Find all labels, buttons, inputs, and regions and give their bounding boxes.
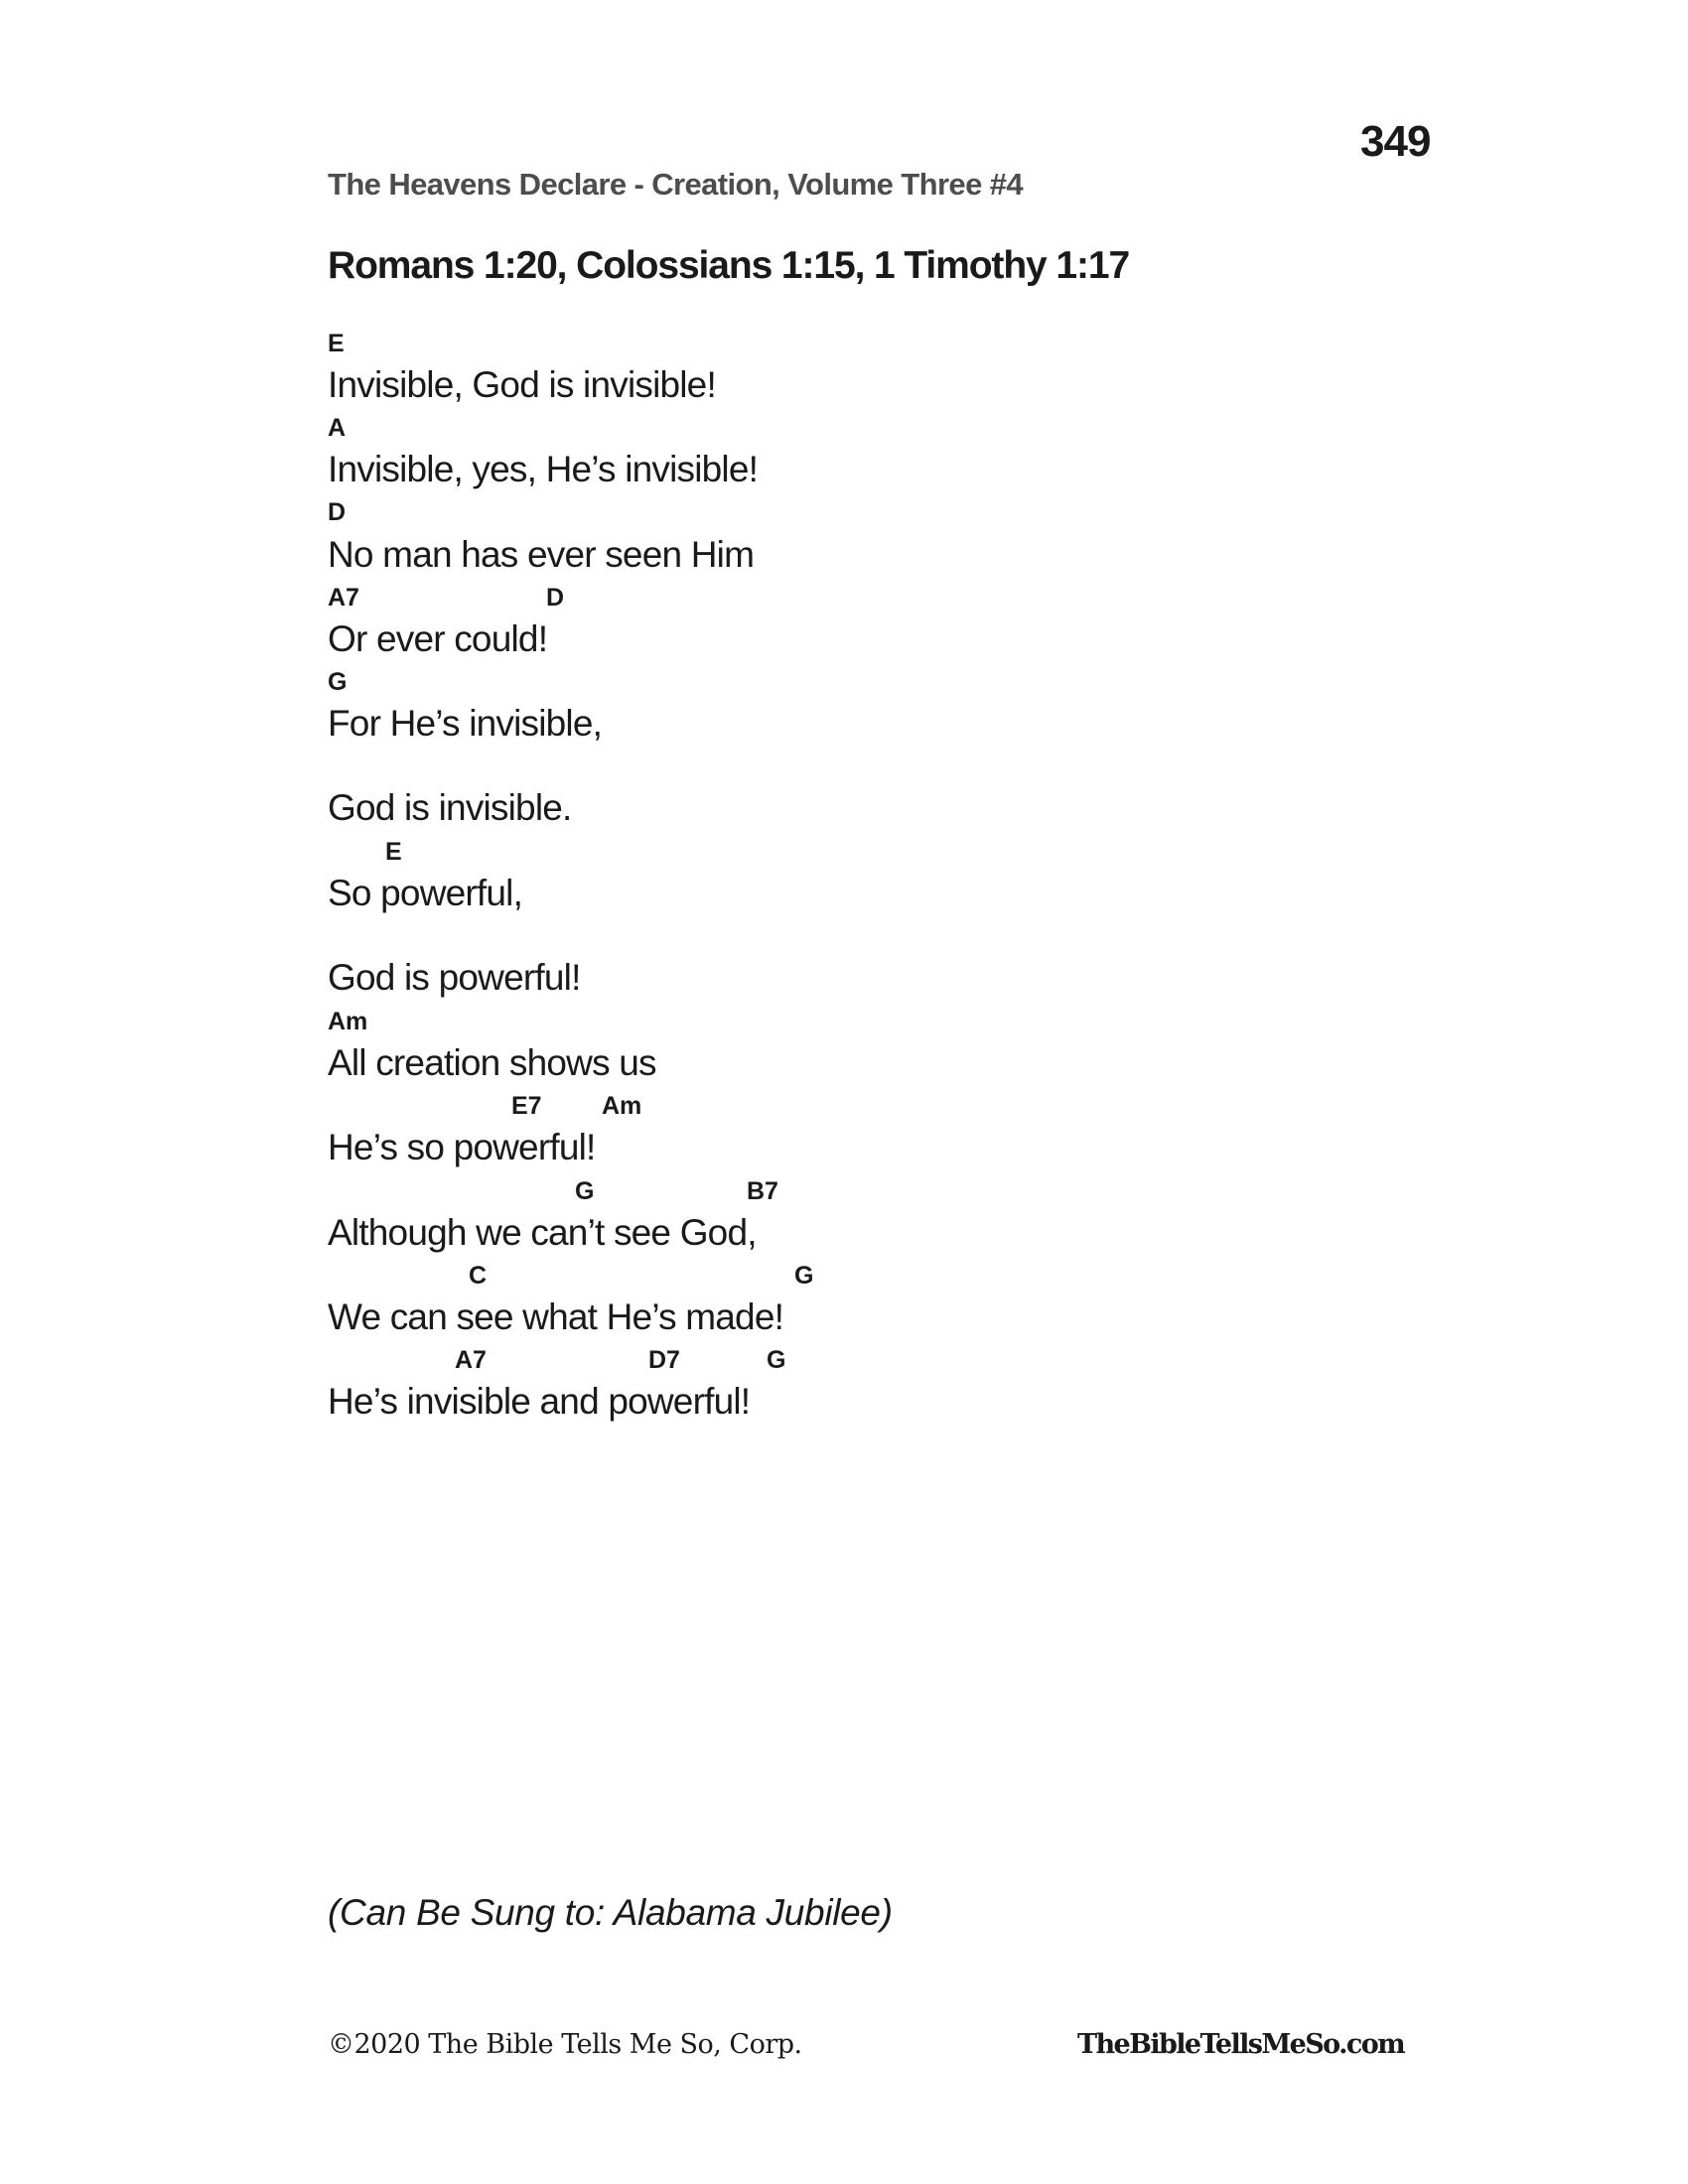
lyric-line: So powerful, <box>328 873 523 913</box>
chord: D <box>546 584 565 612</box>
chord: D <box>328 498 347 526</box>
page-number: 349 <box>1360 117 1431 166</box>
chord: G <box>328 668 348 696</box>
chord: A7 <box>455 1346 487 1374</box>
lyric-line: He’s so powerful! <box>328 1127 596 1167</box>
lyric-line: Although we can’t see God, <box>328 1212 757 1253</box>
lyric-line: He’s invisible and powerful! <box>328 1381 751 1422</box>
lyric-line: For He’s invisible, <box>328 703 603 744</box>
chord: G <box>794 1262 814 1290</box>
scripture-references: Romans 1:20, Colossians 1:15, 1 Timothy 1:17 <box>328 244 1130 287</box>
chord: E7 <box>511 1092 542 1120</box>
chord: E <box>328 330 345 357</box>
lyric-line: Or ever could! <box>328 618 548 659</box>
chord: G <box>767 1346 786 1374</box>
chord: G <box>575 1177 595 1205</box>
chord: Am <box>328 1008 368 1035</box>
chord: A <box>328 414 347 442</box>
lyric-line: God is powerful! <box>328 957 581 998</box>
chord: Am <box>602 1092 642 1120</box>
collection-subtitle: The Heavens Declare - Creation, Volume Three #4 <box>328 167 1023 202</box>
website-link[interactable]: TheBibleTellsMeSo.com <box>1077 2029 1405 2060</box>
chord: D7 <box>648 1346 680 1374</box>
tune-note: (Can Be Sung to: Alabama Jubilee) <box>328 1892 893 1933</box>
lyric-line: God is invisible. <box>328 787 572 828</box>
copyright-notice: ©2020 The Bible Tells Me So, Corp. <box>328 2029 802 2060</box>
chord: E <box>385 838 402 866</box>
chord: C <box>469 1262 488 1290</box>
chord: B7 <box>747 1177 778 1205</box>
lyric-line: All creation shows us <box>328 1042 656 1083</box>
lyric-line: Invisible, God is invisible! <box>328 364 716 405</box>
lyric-line: Invisible, yes, He’s invisible! <box>328 449 759 489</box>
lyric-line: We can see what He’s made! <box>328 1297 784 1337</box>
chord: A7 <box>328 584 359 612</box>
lyric-line: No man has ever seen Him <box>328 534 755 575</box>
